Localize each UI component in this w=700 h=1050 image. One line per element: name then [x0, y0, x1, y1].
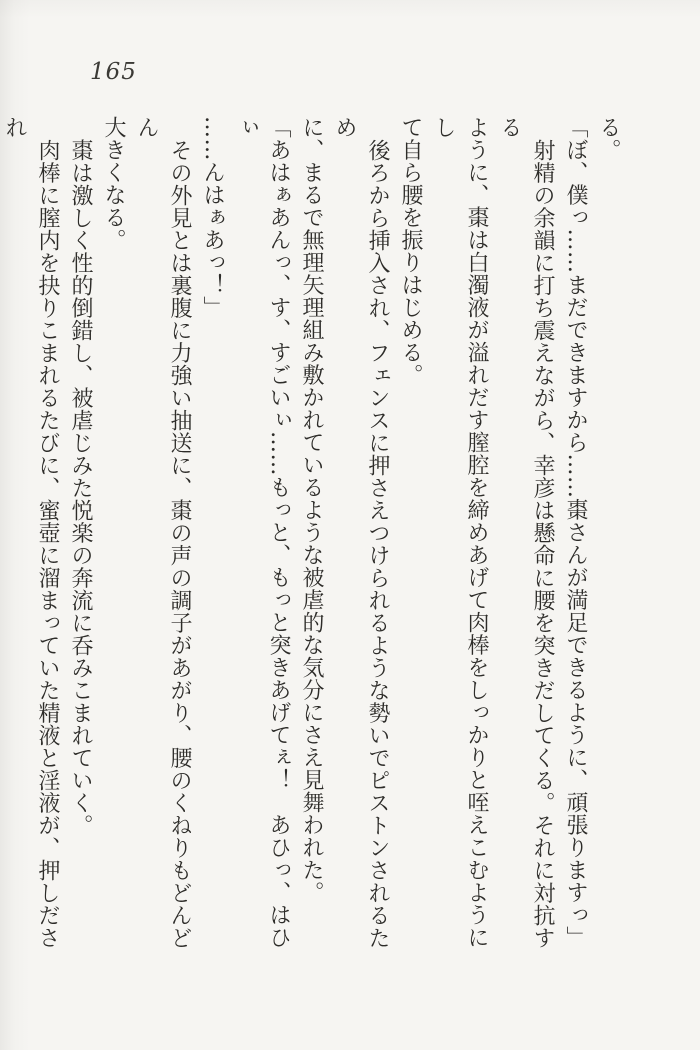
text-line: 棗は激しく性的倒錯し、被虐じみた悦楽の奔流に呑みこまれていく。: [68, 139, 93, 837]
text-line: その外見とは裏腹に力強い抽送に、棗の声の調子があがり、腰のくねりもどんどん: [134, 116, 192, 949]
text-line: ……んはぁあっ！」: [200, 116, 225, 319]
text-line: 後ろから挿入され、フェンスに押さえつけられるような勢いでピストンされるため: [332, 116, 390, 949]
text-line: る。: [596, 116, 621, 161]
text-line: 「あはぁあんっ、す、すごいぃ……もっと、もっと突きあげてぇ！ あひっ、はひぃ: [233, 116, 291, 949]
text-line: て自ら腰を振りはじめる。: [398, 116, 423, 386]
text-line: ように、棗は白濁液が溢れだす膣腔を締めあげて肉棒をしっかりと咥えこむようにし: [431, 116, 489, 949]
text-line: 射精の余韻に打ち震えながら、幸彦は懸命に腰を突きだしてくる。それに対抗する: [497, 116, 555, 949]
text-line: 「ぼ、僕っ……まだできますから……棗さんが満足できるように、頑張りますっ」: [563, 116, 588, 949]
text-line: に、まるで無理矢理組み敷かれているような被虐的な気分にさえ見舞われた。: [299, 116, 324, 904]
text-line: 肉棒に膣内を抉りこまれるたびに、蜜壺に溜まっていた精液と淫液が、押しだされ: [2, 116, 60, 949]
text-line: 大きくなる。: [101, 116, 126, 251]
vertical-text-block: [2, 116, 625, 964]
page-number: 165: [90, 59, 137, 85]
